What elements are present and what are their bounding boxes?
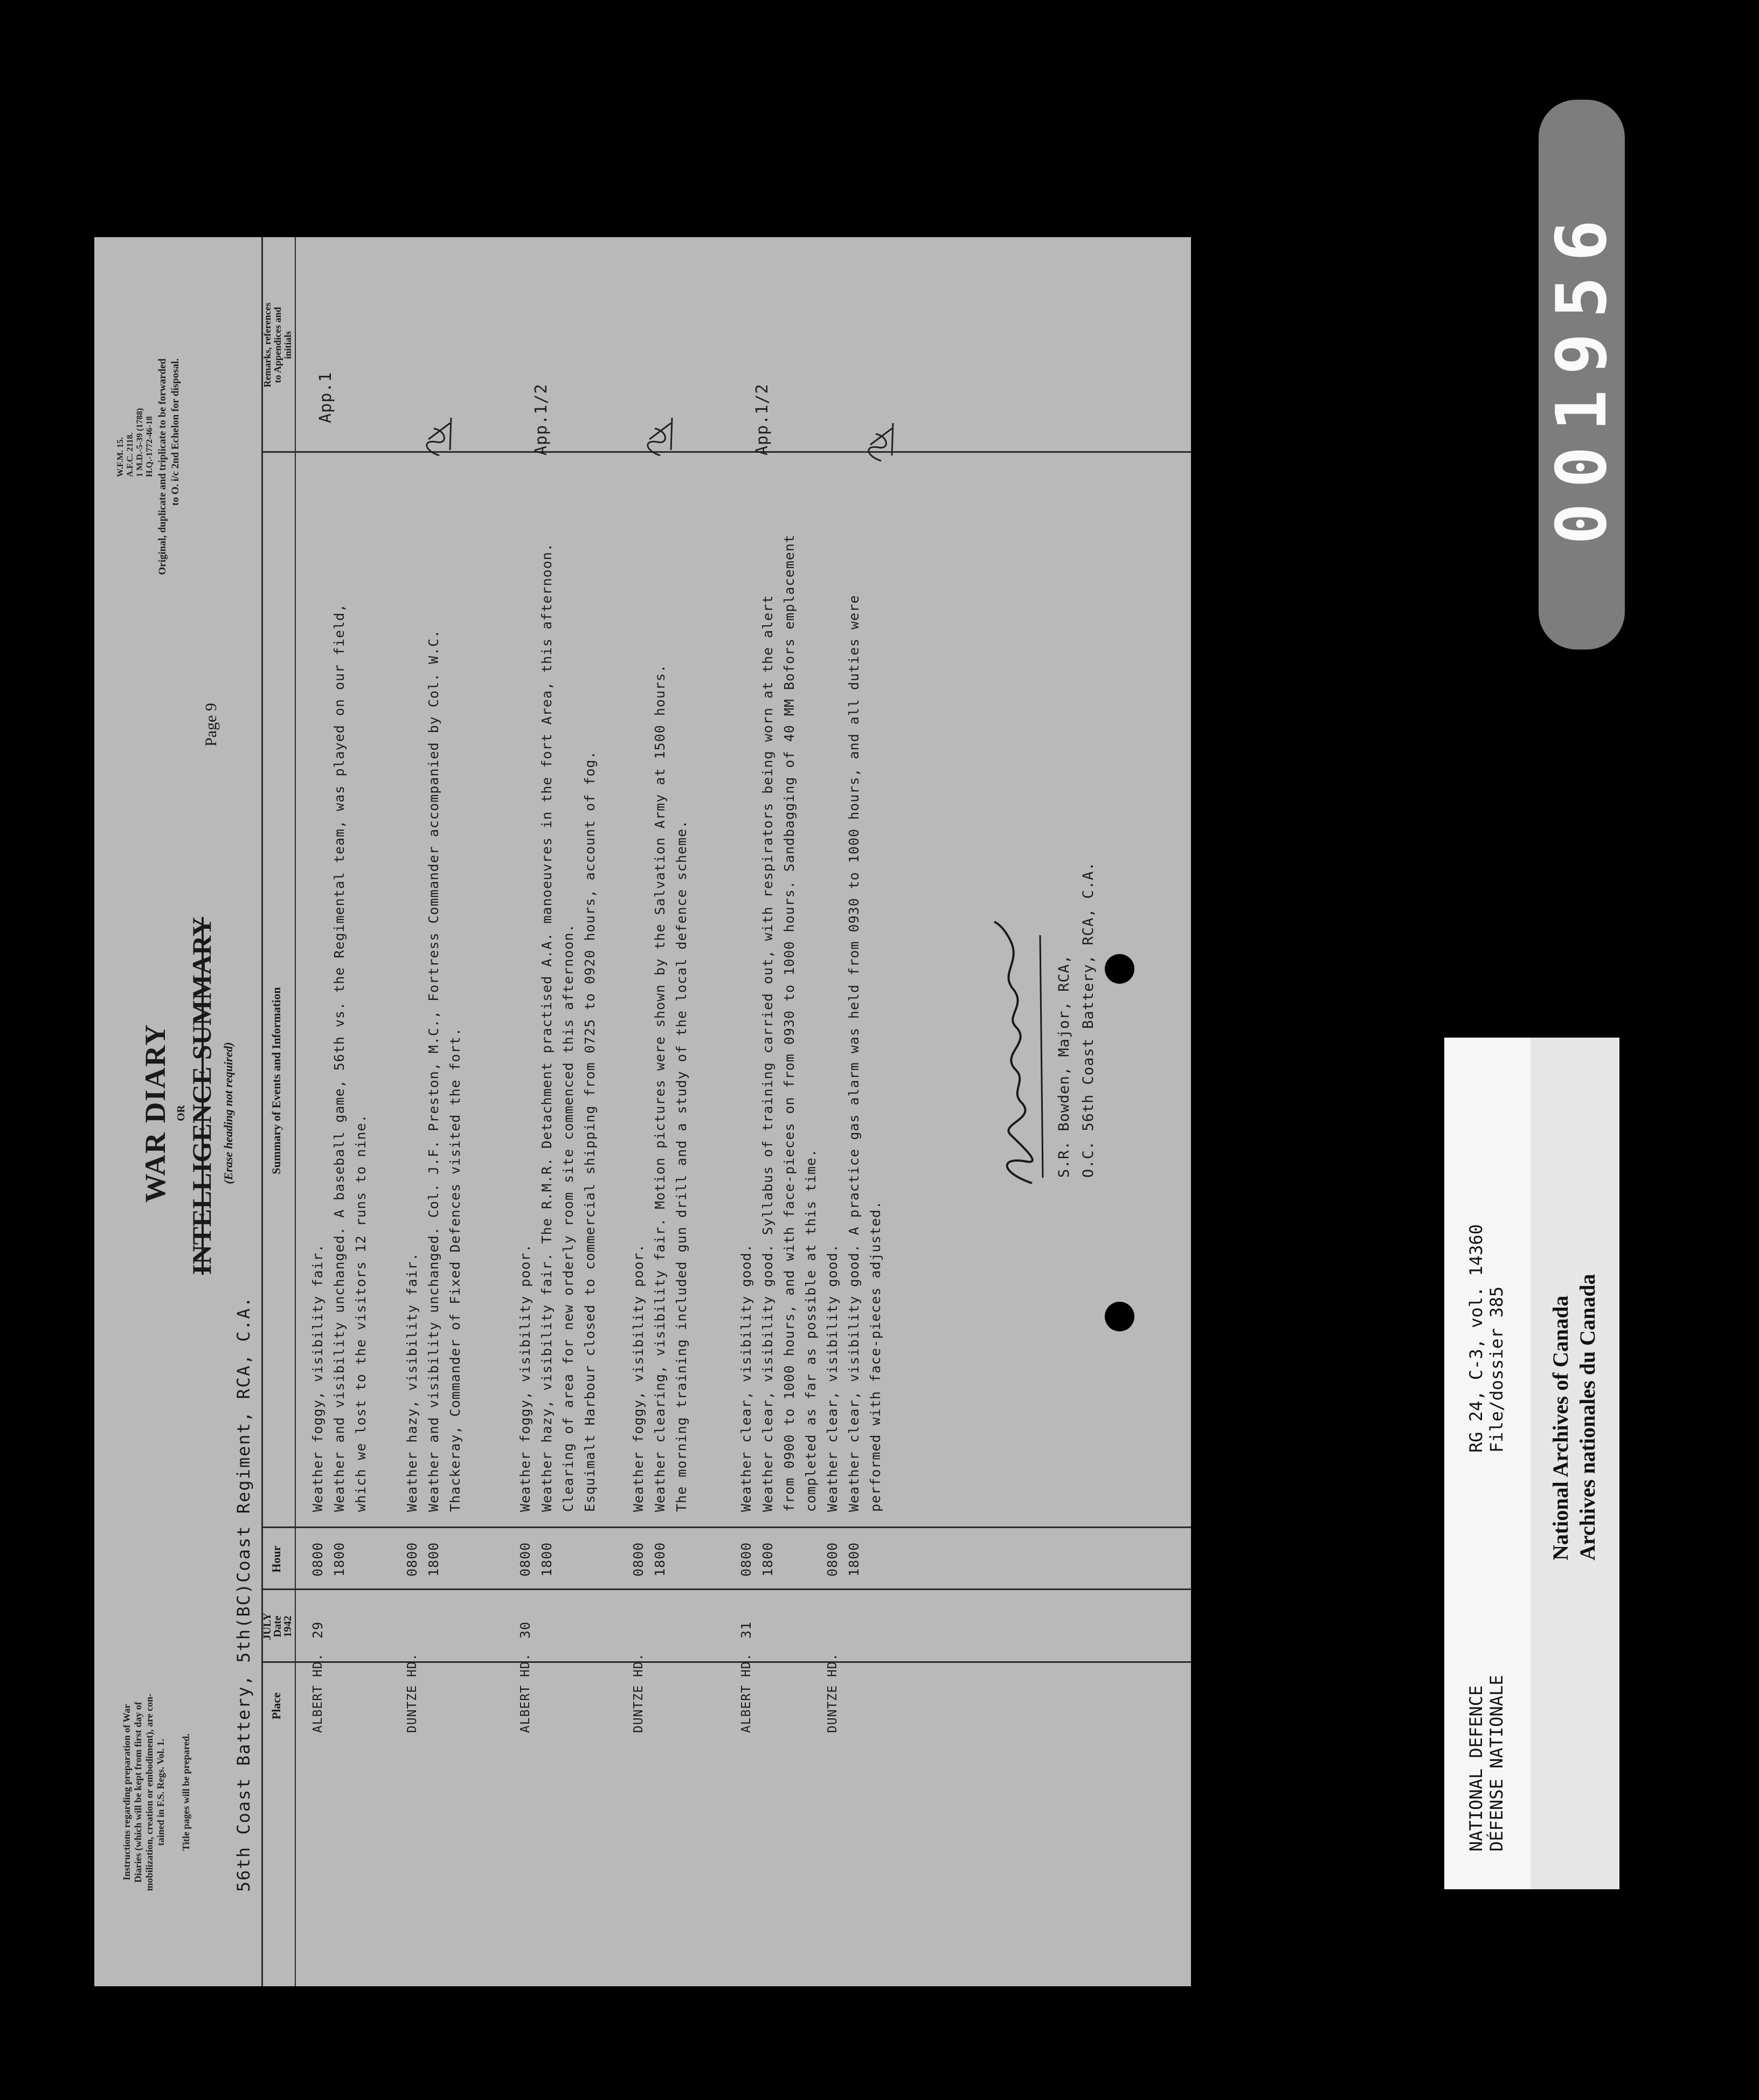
initials-mark: [860, 418, 897, 466]
entry-date: 31: [738, 1621, 754, 1639]
war-diary-title: WAR DIARY: [139, 1023, 171, 1203]
header-summary: Summary of Events and Information: [269, 987, 283, 1175]
col-rule-place: [261, 1661, 1191, 1663]
instructions-line: tained in F.S. Regs. Vol. 1.: [155, 1738, 166, 1846]
entry-line: from 0900 to 1000 hours, and with face-pieces on from 0930 to 1000 hours. Sandbagging of 40 MM Bofors emplacement: [781, 534, 797, 1512]
frame-number-stamp: [1539, 100, 1625, 650]
form-code: [116, 408, 155, 477]
entry-place: DUNTZE HD.: [632, 1653, 646, 1733]
intelligence-summary-title: INTELLIGENCE SUMMARY: [186, 917, 217, 1275]
header-remarks: [262, 237, 293, 453]
distribution-note: [156, 358, 182, 682]
entry-remarks: App.1: [316, 371, 335, 423]
entry-line: Clearing of area for new orderly room site commenced this afternoon.: [560, 923, 576, 1512]
archive-ref-2: File/dossier 385: [1486, 1286, 1507, 1453]
entry-line: Thackeray, Commander of Fixed Defences visited the fort.: [447, 1027, 463, 1512]
entry-hour: 0800: [517, 1542, 533, 1577]
frame-number-wrap: [1539, 100, 1625, 650]
header-remarks-line: Remarks, references: [262, 302, 273, 388]
entry-hour: 1800: [426, 1542, 441, 1577]
header-date-month: JULY: [261, 1613, 273, 1640]
entry-remarks: App.1/2: [532, 383, 551, 455]
erase-note: (Erase heading not required): [221, 1042, 235, 1184]
entry-line: The morning training included gun drill and a study of the local defence scheme.: [674, 819, 689, 1512]
entry-place: DUNTZE HD.: [826, 1653, 840, 1733]
col-rule-hour: [261, 1526, 1191, 1528]
entry-hour: 1800: [539, 1542, 555, 1577]
frame-number: 001956: [1541, 204, 1622, 545]
header-date: [262, 1590, 293, 1663]
entry-hour: 1800: [652, 1542, 668, 1577]
entry-line: completed as far as possible at this time.: [803, 1148, 819, 1512]
unit-heading: 56th Coast Battery, 5th(BC)Coast Regiment, RCA, C.A.: [233, 1296, 254, 1892]
instructions-note: [121, 1679, 192, 1905]
title-pages-note: Title pages will be prepared.: [181, 1733, 191, 1851]
entry-line: Weather clearing, visibility fair. Motion pictures were shown by the Salvation Army at 1500 hours.: [652, 664, 668, 1512]
entry-line: Weather clear, visibility good.: [738, 1244, 754, 1512]
punch-hole-right: [1105, 954, 1134, 984]
entry-hour: 0800: [825, 1542, 840, 1577]
header-place: Place: [269, 1692, 283, 1720]
form-code-line: 1 M.D.-5-39 (1788): [135, 408, 144, 477]
form-code-line: H.Q.-1772-46-18: [145, 416, 154, 477]
entry-hour: 0800: [404, 1542, 420, 1577]
distribution-line: to O. i/c 2nd Echelon for disposal.: [170, 358, 181, 506]
header-hour: Hour: [269, 1545, 283, 1573]
entry-line: Weather foggy, visibility poor.: [517, 1244, 533, 1512]
entry-hour: 1800: [846, 1542, 862, 1577]
table-header-rule: [295, 237, 296, 1986]
archive-dept-en: NATIONAL DEFENCE: [1466, 1685, 1486, 1852]
entry-place: ALBERT HD.: [311, 1653, 325, 1733]
header-date-year: 1942: [282, 1615, 294, 1638]
initials-mark: [639, 412, 676, 461]
initials-mark: [418, 412, 455, 461]
archive-label-content: [1444, 1038, 1619, 1889]
form-code-line: W.F.M. 15.: [116, 437, 125, 477]
entry-line: Weather clear, visibility good.: [825, 1244, 840, 1512]
instructions-line: mobilization, creation or embodiment), are con-: [144, 1693, 155, 1891]
entry-line: which we lost to the visitors 12 runs to nine.: [353, 1114, 369, 1512]
entry-line: Esquimalt Harbour closed to commercial shipping from 0725 to 0920 hours, account of fog.: [582, 750, 598, 1512]
header-date-label: Date: [272, 1615, 283, 1638]
entry-line: Weather clear, visibility good. A practice gas alarm was held from 0930 to 1000 hours, and all duties were: [846, 595, 862, 1512]
punch-hole-left: [1105, 1302, 1134, 1331]
entry-line: Weather hazy, visibility fair.: [404, 1252, 420, 1512]
header-remarks-line: initials: [282, 331, 293, 360]
entry-line: Weather hazy, visibility fair. The R.M.R. Detachment practised A.A. manoeuvres in the fort Area, this afternoon.: [539, 543, 555, 1512]
archives-name-fr: Archives nationales du Canada: [1575, 1274, 1599, 1560]
distribution-line: Original, duplicate and triplicate to be forwarded: [157, 358, 168, 575]
entry-hour: 0800: [631, 1542, 646, 1577]
entry-date: 29: [310, 1621, 326, 1639]
entry-line: Weather and visibility unchanged. Col. J.F. Preston, M.C., Fortress Commander accompanied by Col. W.C.: [426, 629, 441, 1512]
header-remarks-line: to Appendices and: [272, 307, 283, 383]
signature-name: S.R. Bowden, Major, RCA,: [1056, 954, 1072, 1178]
entry-line: performed with face-pieces adjusted.: [868, 1200, 883, 1512]
table-top-rule: [261, 237, 263, 1986]
entry-place: ALBERT HD.: [518, 1653, 532, 1733]
entry-line: Weather and visibility unchanged. A baseball game, 56th vs. the Regimental team, was played on our field,: [331, 603, 347, 1512]
page-number: Page 9: [202, 703, 220, 747]
entry-place: ALBERT HD.: [739, 1653, 753, 1733]
entry-place: DUNTZE HD.: [405, 1653, 419, 1733]
col-rule-date: [261, 1588, 1191, 1590]
entry-line: Weather foggy, visibility poor.: [631, 1244, 646, 1512]
signature-title: O.C. 56th Coast Battery, RCA, C.A.: [1080, 861, 1097, 1178]
entry-remarks: App.1/2: [753, 383, 772, 455]
entry-hour: 1800: [331, 1542, 347, 1577]
war-diary-sheet: [94, 237, 1191, 1986]
entry-line: Weather clear, visibility good. Syllabus of training carried out, with respirators being worn at the alert: [760, 595, 775, 1512]
signature: [989, 914, 1054, 1194]
archive-dept-fr: DÉFENSE NATIONALE: [1486, 1675, 1507, 1852]
archive-ref-1: RG 24, C-3, vol. 14360: [1466, 1224, 1486, 1453]
or-word: OR: [175, 1105, 187, 1121]
archives-name-en: National Archives of Canada: [1548, 1295, 1573, 1560]
entry-hour: 0800: [738, 1542, 754, 1577]
entry-hour: 0800: [310, 1542, 326, 1577]
archive-label: [1444, 1038, 1619, 1889]
entry-date: 30: [517, 1621, 533, 1639]
form-code-line: A.F.C. 2118.: [126, 432, 135, 477]
entry-line: Weather foggy, visibility fair.: [310, 1244, 326, 1512]
instructions-line: Diaries (which will be kept from first day of: [133, 1702, 143, 1883]
col-rule-summary: [261, 451, 1191, 453]
entry-hour: 1800: [760, 1542, 775, 1577]
war-diary-page: [94, 237, 1191, 1986]
instructions-line: Instructions regarding preparation of War: [121, 1704, 132, 1881]
